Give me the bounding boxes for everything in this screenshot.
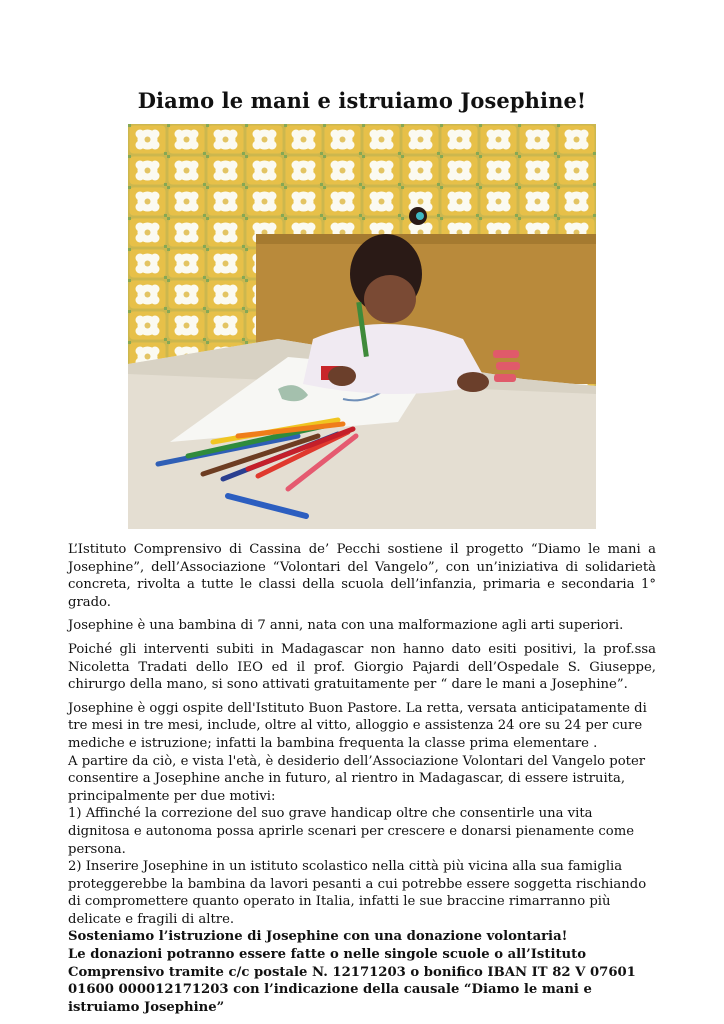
donation-headline: Sosteniamo l’istruzione di Josephine con una donazione volontaria! (68, 929, 568, 945)
donation-details: Le donazioni potranno essere fatte o nelle singole scuole o all’Istituto Comprensivo tramite c/c postale N. 12171203 o bonifico IBAN IT 82 V 07601 01600 000012171203 con l’indicazione della causale “Diamo le mani e istruiamo Josephine” (68, 947, 636, 1015)
photo-child-drawing (128, 124, 596, 529)
intro-paragraph: L’Istituto Comprensivo di Cassina de’ Pecchi sostiene il progetto “Diamo le mani a Josephine”, dell’Associazione “Volontari del Vangelo”, con un’iniziativa di solidarietà concreta, rivolta a tutte le classi della scuola dell’infanzia, primaria e secondaria 1° grado. (68, 542, 656, 610)
doctors-paragraph: Poiché gli interventi subiti in Madagascar non hanno dato esiti positivi, la prof.ssa Nicoletta Tradati dello IEO ed il prof. Giorgio Pajardi dell’Ospedale S. Giuseppe, chirurgo della mano, si sono attivati gratuitamente per “ dare le mani a Josephine”. (68, 641, 656, 693)
institute-paragraph: Josephine è oggi ospite dell'Istituto Buon Pastore. La retta, versata anticipatamente di tre mesi in tre mesi, include, oltre al vitto, alloggio e assistenza 24 ore su 24 per cure mediche e istruzione; infatti la bambina frequenta la classe prima elementare . (68, 700, 647, 751)
body-text (68, 541, 656, 1016)
reason-two-paragraph: 2) Inserire Josephine in un istituto scolastico nella città più vicina alla sua famiglia proteggerebbe la bambina da lavori pesanti a cui potrebbe essere soggetta rischiando di compromettere quanto operato in Italia, infatti le sue braccine rimarranno più delicate e fragili di altre. (68, 859, 647, 927)
josephine-paragraph: Josephine è una bambina di 7 anni, nata con una malformazione agli arti superiori. (68, 618, 624, 634)
reason-one-paragraph: 1) Affinché la correzione del suo grave handicap oltre che consentirle una vita dignitosa e autonoma possa aprirle scenari per crescere e donarsi pienamente come persona. (68, 806, 635, 857)
page-title: Diamo le mani e istruiamo Josephine! (137, 88, 587, 113)
association-paragraph: A partire da ciò, e vista l'età, è desiderio dell’Associazione Volontari del Vangelo poter consentire a Josephine anche in futuro, al rientro in Madagascar, di essere istruita, principalmente per due motivi: (68, 753, 646, 804)
